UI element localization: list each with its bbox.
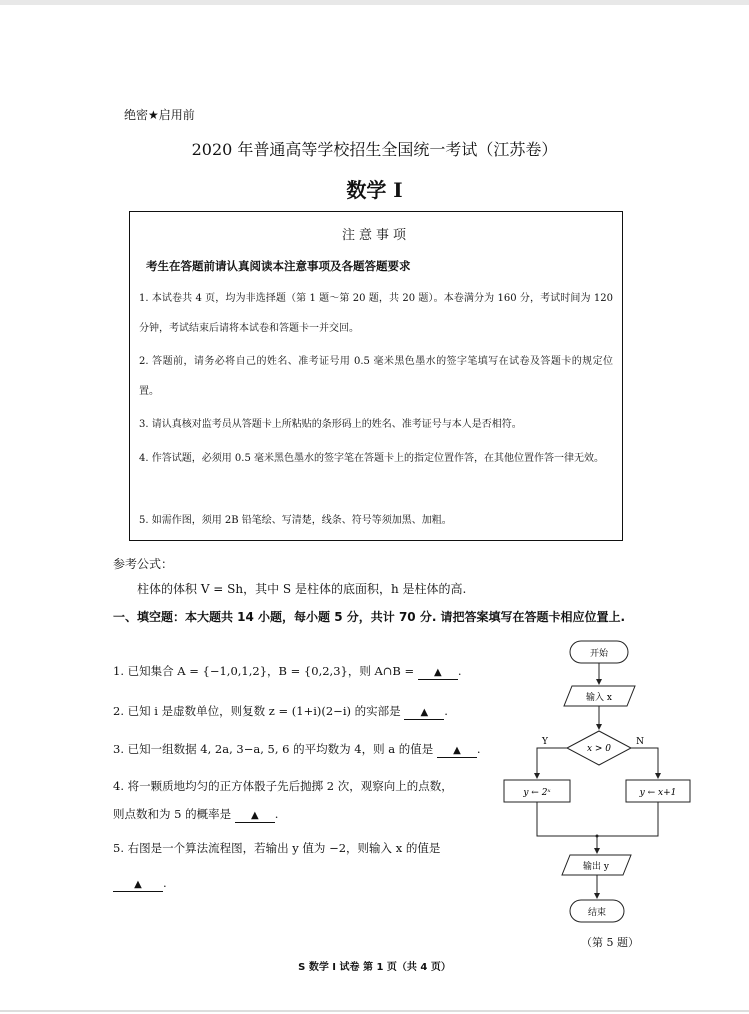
reference-formula: 柱体的体积 V = Sh，其中 S 是柱体的底面积，h 是柱体的高. [137,582,467,596]
exam-title: 2020 年普通高等学校招生全国统一考试（江苏卷） [191,140,558,159]
question-5-answer [113,876,167,892]
period: . [457,664,462,678]
question-text: 1. 已知集合 A = {−1,0,1,2}，B = {0,2,3}，则 A∩B = [113,664,415,678]
flowchart [490,632,700,932]
period: . [476,742,481,756]
subject-title: 数学 I [346,178,403,202]
period: . [444,704,448,718]
notice-item: 2. 答题前，请务必将自己的姓名、准考证号用 0.5 毫米黑色墨水的签字笔填写在试卷及答题卡的规定位置。 [139,356,613,397]
left-assign-label: y ← 2ˣ [523,788,551,798]
input-label: 输入 x [586,693,612,703]
page-footer: S 数学 I 试卷 第 1 页（共 4 页） [298,962,451,973]
top-edge [0,0,749,5]
answer-blank: ▲ [437,745,477,758]
merge-line [537,802,658,836]
notice-item: 3. 请认真核对监考员从答题卡上所粘贴的条形码上的姓名、准考证号与本人是否相符。 [139,419,522,430]
end-label: 结束 [587,908,607,918]
notice-box [129,211,623,541]
reference-label: 参考公式： [113,557,174,571]
notice-title: 注意事项 [341,228,410,243]
period: . [274,807,279,821]
flow-arrow-no [631,748,658,778]
question-text: 则点数和为 5 的概率是 [113,807,232,821]
question-text: 2. 已知 i 是虚数单位，则复数 z = (1+i)(2−i) 的实部是 [113,704,401,718]
bottom-edge [0,1010,749,1012]
secret-label: 绝密★启用前 [124,108,195,122]
decision-label: x > 0 [586,744,612,754]
figure-caption: （第 5 题） [581,936,639,949]
answer-blank: ▲ [404,707,444,720]
question-4-line2 [113,806,278,823]
notice-item: 1. 本试卷共 4 页，均为非选择题（第 1 题～第 20 题，共 20 题）。本卷满分为 160 分，考试时间为 120 分钟，考试结束后请将本试卷和答题卡一并交回。 [139,293,613,334]
notice-heading: 考生在答题前请认真阅读本注意事项及各题答题要求 [146,259,411,273]
start-label: 开始 [589,649,609,659]
question-4-line1: 4. 将一颗质地均匀的正方体骰子先后抛掷 2 次，观察向上的点数， [113,779,453,793]
right-assign-label: y ← x+1 [639,788,677,798]
output-label: 输出 y [583,862,609,872]
no-label: N [636,737,644,747]
notice-item: 4. 作答试题，必须用 0.5 毫米黑色墨水的签字笔在答题卡上的指定位置作答，在其他位置作答一律无效。 [139,453,604,464]
question-2 [113,703,448,720]
question-3 [113,741,481,758]
answer-blank: ▲ [418,667,458,680]
question-1 [113,663,461,680]
yes-label: Y [542,737,548,747]
question-text: 3. 已知一组数据 4, 2a, 3−a, 5, 6 的平均数为 4，则 a 的值是 [113,742,434,756]
answer-blank: ▲ [235,810,275,823]
question-5: 5. 右图是一个算法流程图，若输出 y 值为 −2，则输入 x 的值是 [113,841,441,855]
flow-arrow-yes [537,748,567,778]
period: . [163,876,167,890]
answer-blank: ▲ [113,879,163,892]
section-heading: 一、填空题：本大题共 14 小题，每小题 5 分，共计 70 分. 请把答案填写在答题卡相应位置上. [113,610,626,624]
notice-item: 5. 如需作图，须用 2B 铅笔绘、写清楚，线条、符号等须加黑、加粗。 [139,515,452,526]
